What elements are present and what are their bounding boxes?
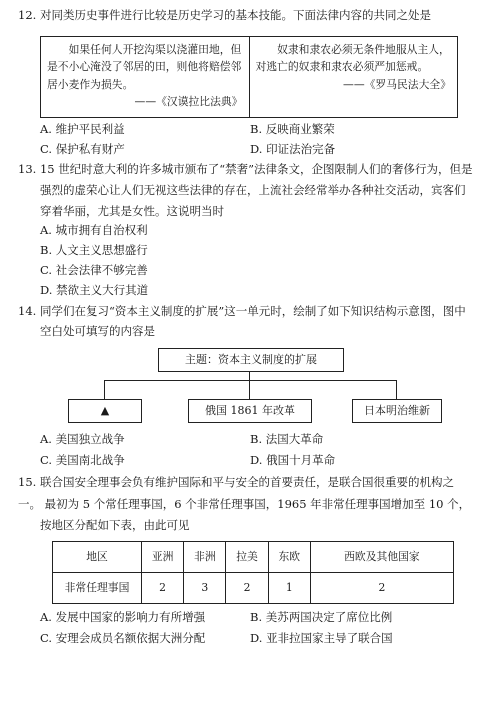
table-cell: 非常任理事国 [53, 573, 142, 604]
diagram-blank-box: ▲ [68, 399, 142, 423]
diagram-connector-left [104, 380, 105, 399]
q12-option-c[interactable]: C. 保护私有财产 [40, 142, 125, 156]
q14-stem-line-2: 空白处可填写的内容是 [40, 324, 155, 338]
diagram-connector-middle [249, 380, 250, 399]
q13-stem-line-1: 13. 15 世纪时意大利的许多城市颁布了“禁奢”法律条文，企图限制人们的奢侈行为，但是 [18, 162, 473, 176]
q13-option-b[interactable]: B. 人文主义思想盛行 [40, 243, 148, 257]
q15-stem-line-1: 15. 联合国安全理事会负有维护国际和平与安全的首要责任，是联合国很重要的机构之 [18, 475, 454, 489]
table-header-cell: 西欧及其他国家 [310, 542, 453, 573]
diagram-japan-box: 日本明治维新 [352, 399, 442, 423]
q12-law-right-source: ——《罗马民法大全》 [343, 77, 451, 91]
q12-law-left-text: 如果任何人开挖沟渠以浇灌田地，但是不小心淹没了邻居的田，则他将赔偿邻居小麦作为损失。 [47, 43, 242, 91]
q12-option-a[interactable]: A. 维护平民利益 [40, 122, 125, 136]
q13-stem-line-2: 强烈的虚荣心让人们无视这些法律的存在，上流社会经常举办各种社交活动，宾客们 [40, 183, 466, 197]
table-row [53, 573, 454, 604]
table-header-cell: 拉美 [226, 542, 268, 573]
q15-option-b[interactable]: B. 美苏两国决定了席位比例 [250, 610, 393, 624]
table-cell: 3 [184, 573, 226, 604]
q13-option-c[interactable]: C. 社会法律不够完善 [40, 263, 148, 277]
q12-stem: 12. 对同类历史事件进行比较是历史学习的基本技能。下面法律内容的共同之处是 [18, 8, 431, 22]
q13-option-d[interactable]: D. 禁欲主义大行其道 [40, 283, 149, 297]
q12-law-left [41, 37, 249, 117]
q14-option-a[interactable]: A. 美国独立战争 [40, 432, 125, 446]
q14-option-d[interactable]: D. 俄国十月革命 [250, 453, 336, 467]
q15-stem-line-3: 按地区分配如下表，由此可见 [40, 518, 190, 532]
q12-law-left-source: ——《汉谟拉比法典》 [134, 95, 243, 109]
q15-option-d[interactable]: D. 亚非拉国家主导了联合国 [250, 631, 393, 645]
table-header-cell: 亚洲 [142, 542, 184, 573]
q15-option-c[interactable]: C. 安理会成员名额依据大洲分配 [40, 631, 206, 645]
table-header-cell: 地区 [53, 542, 142, 573]
table-header-row [53, 542, 454, 573]
q14-option-b[interactable]: B. 法国大革命 [250, 432, 324, 446]
q13-stem-line-3: 穿着华丽，尤其是女性。这说明当时 [40, 204, 224, 218]
q12-option-d[interactable]: D. 印证法治完备 [250, 142, 336, 156]
diagram-connector-horizontal [104, 380, 396, 381]
q12-option-b[interactable]: B. 反映商业繁荣 [250, 122, 335, 136]
table-header-cell: 东欧 [268, 542, 310, 573]
diagram-topic-box: 主题：资本主义制度的扩展 [158, 348, 344, 372]
q12-law-right-text: 奴隶和隶农必须无条件地服从主人，对逃亡的奴隶和隶农必须严加惩戒。 [255, 43, 450, 74]
q12-law-table [40, 36, 458, 118]
table-cell: 1 [268, 573, 310, 604]
q12-law-right [249, 37, 458, 117]
table-cell: 2 [226, 573, 268, 604]
diagram-russia-box: 俄国 1861 年改革 [188, 399, 312, 423]
diagram-connector-right [396, 380, 397, 399]
q15-option-a[interactable]: A. 发展中国家的影响力有所增强 [40, 610, 206, 624]
table-cell: 2 [142, 573, 184, 604]
q14-option-c[interactable]: C. 美国南北战争 [40, 453, 125, 467]
q13-option-a[interactable]: A. 城市拥有自治权利 [40, 223, 148, 237]
q15-stem-line-2: 一。 最初为 5 个常任理事国，6 个非常任理事国，1965 年非常任理事国增加至 10 个， [18, 497, 471, 511]
table-cell: 2 [310, 573, 453, 604]
q14-stem-line-1: 14. 同学们在复习“资本主义制度的扩展”这一单元时，绘制了如下知识结构示意图，图中 [18, 304, 466, 318]
table-header-cell: 非洲 [184, 542, 226, 573]
diagram-connector-vertical [249, 371, 250, 380]
q15-council-table [52, 541, 454, 604]
